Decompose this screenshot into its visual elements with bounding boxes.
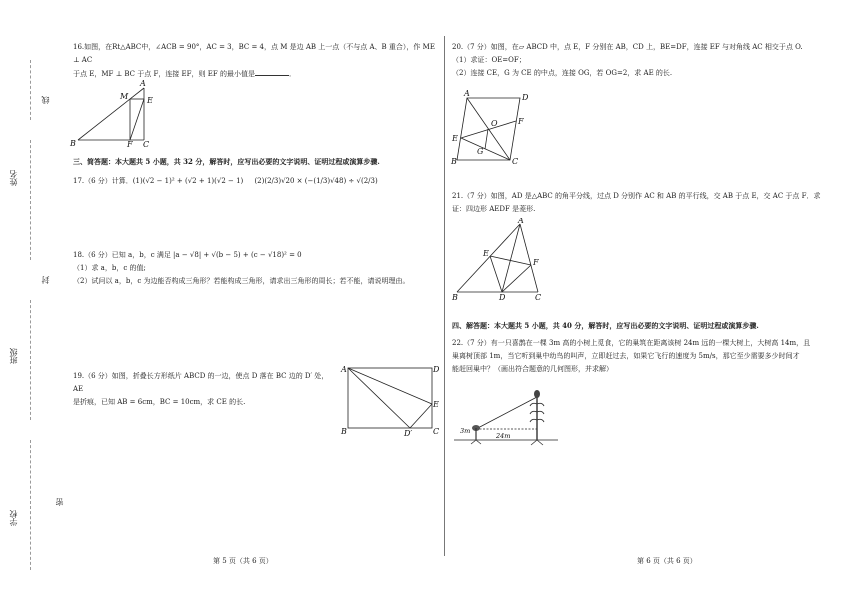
question-16 [73, 41, 443, 81]
q18-part1: （1）求 a，b，c 的值; [73, 264, 146, 272]
q21-line1: 21.（7 分）如图，AD 是△ABC 的角平分线，过点 D 分别作 AC 和 AB 的平行线，交 AB 于点 E，交 AC 于点 F．求 [452, 192, 821, 200]
q16-line1: 16.如图，在Rt△ABC中，∠ACB = 90°，AC = 3，BC = 4，点 M 是边 AB 上一点（不与点 A、B 重合），作 ME ⊥ AC [73, 43, 435, 64]
question-22 [452, 337, 842, 376]
fig20-label-b: B [451, 157, 457, 166]
q21-line2: 证：四边形 AEDF 是菱形. [452, 205, 536, 213]
fig19-label-b: B [341, 427, 347, 436]
fig22-label-24m: 24m [496, 432, 511, 440]
seal-mark-secret: 密 [55, 498, 64, 506]
fig21-label-c: C [535, 293, 542, 302]
q17-part2: (2)(2/3)√20 × (−(1/3)√48) ÷ √(2/3) [254, 177, 378, 185]
school-label: 学校 [9, 510, 18, 526]
answer-blank[interactable] [255, 67, 289, 76]
binding-dashed-line [30, 440, 31, 570]
question-20 [452, 41, 842, 80]
fig19-label-e: E [433, 400, 439, 409]
section-4-heading: 四、解答题：本大题共 5 小题，共 40 分，解答时，应写出必要的文字说明、证明过程或演算步骤. [452, 321, 759, 330]
binding-dashed-line [30, 140, 31, 260]
question-17 [73, 175, 443, 188]
fig20-label-f: F [518, 117, 524, 126]
name-label: 姓名 [9, 170, 18, 186]
class-label: 班级 [9, 348, 18, 364]
fig20-label-d: D [522, 93, 529, 102]
question-19 [73, 370, 335, 409]
fig21-label-f: F [533, 258, 539, 267]
fig20-label-g: G [477, 147, 484, 156]
question-21 [452, 190, 842, 216]
page-6-footer: 第 6 页（共 6 页） [637, 557, 697, 565]
figure-22 [452, 388, 562, 454]
fig21-label-d: D [499, 293, 506, 302]
q17-part1: 17.（6 分）计算．(1)(√2 − 1)² + (√2 + 1)(√2 − 1) [73, 177, 244, 185]
seal-mark-line: 线 [41, 96, 50, 104]
question-18 [73, 249, 443, 288]
fig19-label-a: A [341, 365, 347, 374]
q20-part2: （2）连接 CE，G 为 CE 的中点，连接 OG，若 OG=2，求 AE 的长. [452, 69, 673, 77]
fig20-label-a: A [464, 89, 470, 98]
fig16-label-a: A [140, 79, 146, 88]
figure-20 [450, 88, 540, 168]
fig16-label-b: B [70, 139, 76, 148]
fig22-label-3m: 3m [460, 427, 471, 435]
section-3-heading: 三、简答题：本大题共 5 小题，共 32 分，解答时，应写出必要的文字说明、证明过程或演算步骤. [73, 157, 380, 166]
fig19-label-dprime: D′ [404, 429, 413, 438]
figure-21 [450, 218, 550, 302]
q18-line1: 18.（6 分）已知 a，b，c 满足 |a − √8| + √(b − 5) + (c − √18)² = 0 [73, 251, 302, 259]
seal-mark-seal: 封 [41, 276, 50, 284]
figure-16 [68, 78, 158, 148]
binding-dashed-line [30, 60, 31, 120]
fig19-label-d: D [433, 365, 440, 374]
q22-line2: 巢离树顶部 1m，当它听到巢中幼鸟的叫声，立即赶过去，如果它飞行的速度为 5m/s，那它至少需要多少时间才 [452, 352, 800, 360]
fig16-label-c: C [143, 140, 150, 148]
q22-line3: 能赶回巢中？（画出符合题意的几何图形，并求解） [452, 365, 613, 373]
q16-line2: 于点 E，MF ⊥ BC 于点 F，连接 EF，则 EF 的最小值是 ． [73, 67, 443, 81]
binding-dashed-line [30, 300, 31, 420]
fig19-label-c: C [433, 427, 440, 436]
fig20-label-o: O [491, 119, 498, 128]
fig16-label-m: M [120, 92, 129, 101]
fig21-label-e: E [483, 249, 489, 258]
page-5-footer: 第 5 页（共 6 页） [213, 557, 273, 565]
q20-line1: 20.（7 分）如图，在▱ ABCD 中，点 E，F 分别在 AB，CD 上，BE=DF，连接 EF 与对角线 AC 相交于点 O. [452, 43, 803, 51]
fig21-label-a: A [518, 218, 524, 225]
column-divider [444, 36, 445, 556]
figure-19 [338, 362, 442, 438]
fig20-label-c: C [512, 157, 519, 166]
fig16-label-e: E [147, 96, 153, 105]
q19-line2: 是折痕，已知 AB = 6cm，BC = 10cm，求 CE 的长. [73, 398, 246, 406]
fig16-label-f: F [127, 140, 133, 148]
q18-part2: （2）试问以 a，b，c 为边能否构成三角形？若能构成三角形，请求出三角形的周长；若不能，请说明理由。 [73, 277, 410, 285]
fig20-label-e: E [452, 134, 458, 143]
fig21-label-b: B [452, 293, 458, 302]
q22-line1: 22.（7 分）有一只喜鹊在一棵 3m 高的小树上觅食，它的巢筑在距离该树 24m 远的一棵大树上，大树高 14m，且 [452, 339, 811, 347]
q19-line1: 19.（6 分）如图，折叠长方形纸片 ABCD 的一边，使点 D 落在 BC 边的 D′ 处，AE [73, 372, 329, 393]
q20-part1: （1）求证：OE=OF； [452, 56, 526, 64]
